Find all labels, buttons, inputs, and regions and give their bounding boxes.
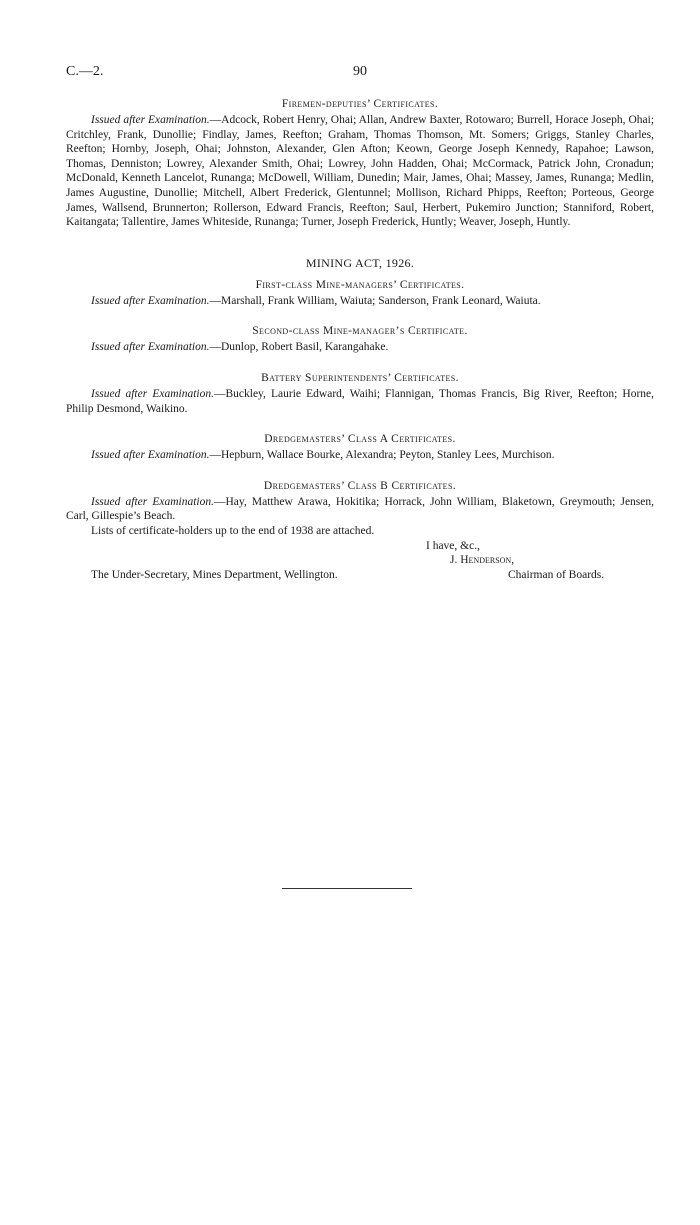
- second-class-heading: Second-class Mine-manager’s Certificate.: [252, 325, 468, 338]
- firemen-heading: Firemen-deputies’ Certificates.: [281, 98, 439, 110]
- battery-issued-label: Issued after Examination.: [91, 387, 214, 400]
- battery-names: —Buckley, Laurie Edward, Waihi; Flannigan, Thomas Francis, Big River, Reefton; Horne, Philip Desmond, Waikino.: [66, 387, 655, 415]
- page-header: [66, 60, 654, 88]
- closing-rule: [282, 888, 412, 889]
- document-page: [66, 60, 654, 582]
- second-class-names: —Dunlop, Robert Basil, Karangahake.: [209, 341, 389, 354]
- first-class-heading: First-class Mine-managers’ Certificates.: [255, 278, 465, 291]
- dredge-a-issued-label: Issued after Examination.: [91, 449, 210, 462]
- first-class-issued-label: Issued after Examination.: [91, 294, 210, 307]
- firemen-names: —Adcock, Robert Henry, Ohai; Allan, Andrew Baxter, Rotowaro; Burrell, Horace Joseph, Ohai; Critchley, Frank, Dunollie; Findlay, James, Reefton; Graham, Thomas Thomson, Mt. Somers; Griggs, Stanley Charles, Reefton; Hornby, Joseph, Ohai; Johnston, Alexander, Glen Afton; Keown, George Joseph Kennedy, Rapahoe; Lawson, Thomas, Denniston; Lowrey, Alexander Smith, Ohai; Lowrey, John Hadden, Ohai; McCormack, Patrick John, Cronadun; McDonald, Kenneth Lancelot, Runanga; McDowell, William, Dunedin; Mair, James, Ohai; Massey, James, Runanga; Medlin, James Augustine, Dunollie; Mitchell, Albert Frederick, Glentunnel; Mollison, Richard Phipps, Reefton; Porteous, George James, Wallsend, Brunnerton; Rollerson, Edward Francis, Reefton; Saul, Herbert, Pukemiro Junction; Stanniford, Robert, Kaitangata; Tallentire, James Whiteside, Runanga; Turner, Joseph Frederick, Huntly; Weaver, Joseph, Huntly.: [66, 114, 655, 229]
- act-title: MINING ACT, 1926.: [305, 255, 415, 270]
- battery-paragraph: [66, 387, 654, 416]
- signatory-title: Chairman of Boards.: [508, 568, 605, 581]
- firemen-issued-label: Issued after Examination.: [91, 114, 210, 126]
- dredge-a-names: —Hepburn, Wallace Bourke, Alexandra; Peyton, Stanley Lees, Murchison.: [209, 449, 555, 462]
- first-class-names: —Marshall, Frank William, Waiuta; Sanderson, Frank Leonard, Waiuta.: [209, 294, 541, 307]
- page-reference: C.—2.: [66, 64, 104, 79]
- signatory: J. Henderson,: [450, 554, 515, 567]
- first-class-paragraph: [66, 294, 654, 309]
- dredge-b-names: —Hay, Matthew Arawa, Hokitika; Horrack, John William, Blaketown, Greymouth; Jensen, Carl, Gillespie’s Beach.: [66, 495, 654, 523]
- dredge-b-paragraph: [66, 495, 654, 524]
- closing-block: [66, 539, 654, 583]
- second-class-paragraph: [66, 340, 654, 355]
- lists-note: Lists of certificate-holders up to the end of 1938 are attached.: [91, 524, 375, 537]
- dredge-a-heading: Dredgemasters’ Class A Certificates.: [264, 433, 456, 446]
- addressee: The Under-Secretary, Mines Department, Wellington.: [91, 568, 338, 581]
- dredge-a-paragraph: [66, 448, 654, 463]
- second-class-issued-label: Issued after Examination.: [91, 341, 210, 354]
- dredge-b-issued-label: Issued after Examination.: [91, 495, 214, 508]
- dredge-b-heading: Dredgemasters’ Class B Certificates.: [263, 479, 457, 492]
- battery-heading: Battery Superintendents’ Certificates.: [261, 371, 459, 384]
- valediction: I have, &c.,: [426, 539, 480, 552]
- firemen-paragraph: [66, 113, 654, 230]
- page-number: 90: [353, 64, 367, 79]
